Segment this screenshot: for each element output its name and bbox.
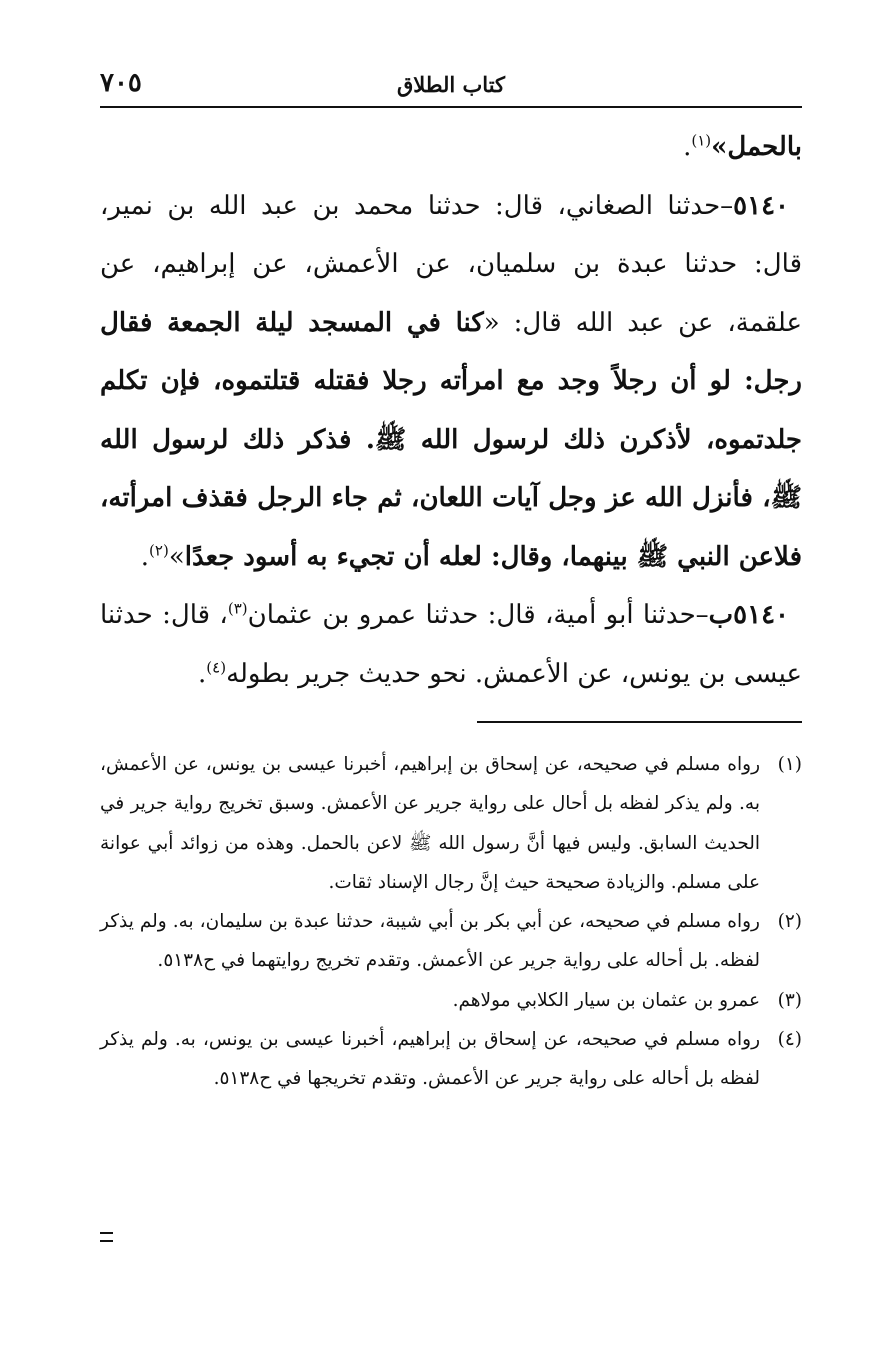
footnote-number: (٤) [777,1029,802,1051]
footnote-text: رواه مسلم في صحيحه، عن إسحاق بن إبراهيم، أخبرنا عيسى بن يونس، عن الأعمش، به. ولم يذكر لفظه بل أحال على رواية جرير عن الأعمش. وسبق تخريج رواية جرير في الحديث السابق. وليس فيها أنَّ رسول الله ﷺ لاعن بالحمل. وهذه من زوائد أبي عوانة على مسلم. والزيادة صحيحة حيث إنَّ رجال الإسناد ثقات. [100,754,760,893]
footnote-3 [100,981,802,1020]
hadith-5140 [100,177,802,587]
footnote-1 [100,745,802,902]
isnad-text: –حدثنا أبو أمية، قال: حدثنا عمرو بن عثمان [247,600,709,630]
footnote-text: عمرو بن عثمان بن سيار الكلابي مولاهم. [452,989,760,1011]
footnote-4 [100,1020,802,1099]
hadith-number: ٥١٤٠ [733,190,790,221]
closing-quote: » [168,541,185,572]
footnote-ref-2[interactable]: (٢) [149,540,169,559]
main-text [100,118,802,703]
footnote-text: رواه مسلم في صحيحه، عن أبي بكر بن أبي شيبة، حدثنا عبدة بن سليمان، به. ولم يذكر لفظه. بل أحاله على رواية جرير عن الأعمش. وتقدم تخريج روايتهما في ح٥١٣٨. [100,911,760,972]
isnad-text: –حدثنا الصغاني، قال: حدثنا محمد بن عبد الله بن نمير، قال: حدثنا عبدة بن سلميان، عن الأعمش، عن إبراهيم، عن علقمة، عن عبد الله قال: « [100,190,802,338]
footnote-2 [100,902,802,981]
footnote-ref-1[interactable]: (١) [691,131,712,150]
chapter-title: كتاب الطلاق [396,72,506,97]
matn-text: كنا في المسجد ليلة الجمعة فقال رجل: لو أن رجلاً وجد مع امرأته رجلا فقتله قتلتموه، فإن تكلم جلدتموه، لأذكرن ذلك لرسول الله ﷺ. فذكر ذلك لرسول الله ﷺ، فأنزل الله عز وجل آيات اللعان، ثم جاء الرجل فقذف امرأته، فلاعن النبي ﷺ بينهما، وقال: لعله أن تجيء به أسود جعدًا [100,307,802,572]
footnote-ref-4[interactable]: (٤) [206,657,227,676]
footnote-number: (٣) [777,989,802,1011]
footnotes [100,745,802,1099]
continuation-text: بالحمل» [711,132,802,162]
end-mark [100,1232,113,1242]
period: . [198,658,207,689]
hadith-5140b [100,586,802,703]
footnote-number: (١) [777,754,802,775]
footnote-text: رواه مسلم في صحيحه، عن إسحاق بن إبراهيم، أخبرنا عيسى بن يونس، به. ولم يذكر لفظه بل أحاله على رواية جرير عن الأعمش. وتقدم تخريجها في ح٥١٣٨. [100,1029,760,1090]
isnad-text-2: ، قال: حدثنا عيسى بن يونس، عن الأعمش. نحو حديث جرير بطوله [100,600,802,689]
footnote-ref-3[interactable]: (٣) [227,599,248,618]
page-number: ٧٠٥ [100,68,142,98]
period: . [140,541,150,572]
footnote-separator [477,721,802,723]
running-header [100,68,802,104]
hadith-number: ٥١٤٠ب [708,600,789,630]
footnote-number: (٢) [777,911,802,933]
paragraph-continuation [100,118,802,177]
header-rule [100,106,802,108]
period: . [683,132,692,162]
